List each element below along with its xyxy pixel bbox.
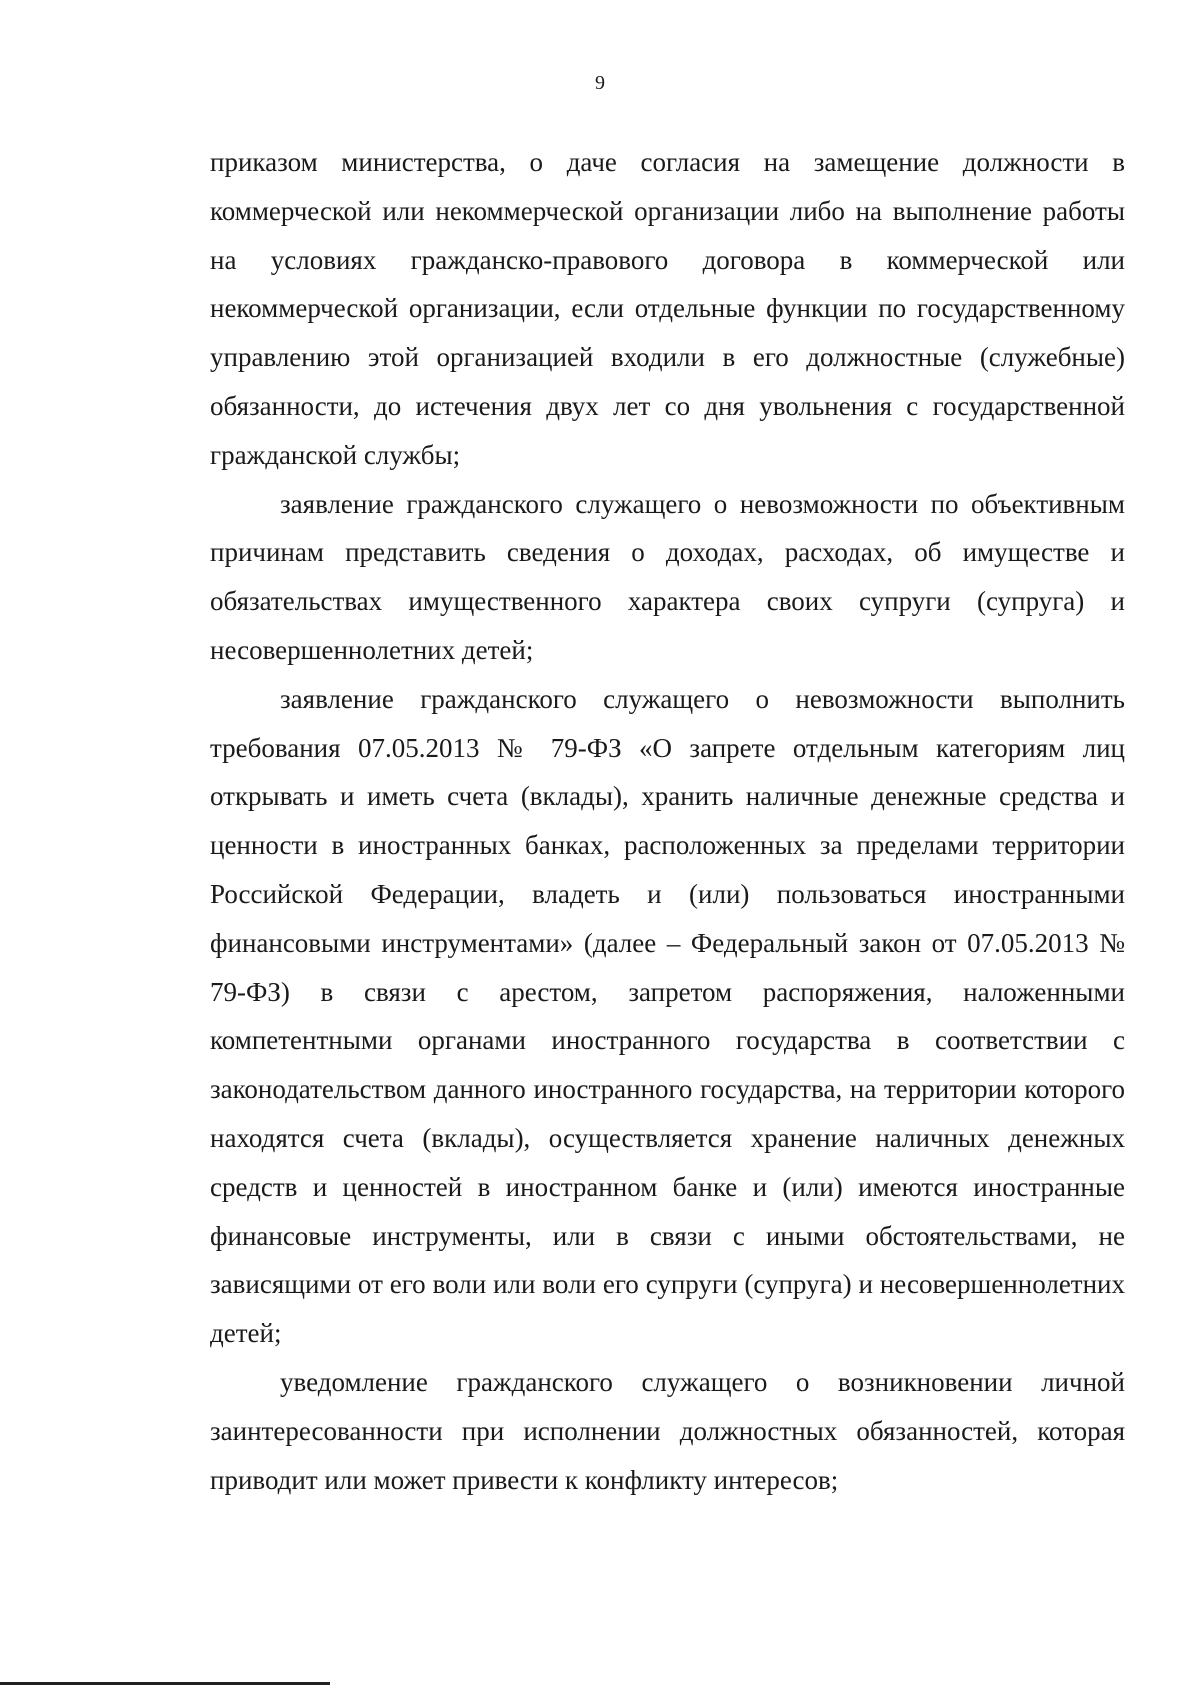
page-number: 9 (595, 72, 605, 94)
paragraph-income-statement: заявление гражданского служащего о невозможности по объективным причинам представить сведения о доходах, расходах, об имуществе и обязательствах имущественного характера своих супруги (супруга) и несовершеннолетних детей; (210, 488, 1125, 665)
document-body (210, 138, 1125, 1504)
paragraph-continuation: приказом министерства, о даче согласия на замещение должности в коммерческой или некоммерческой организации либо на выполнение работы на условиях гражданско-правового договора в коммерческой или некоммерческой организации, если отдельные функции по государственному управлению этой организацией входили в его должностные (служебные) обязанности, до истечения двух лет со дня увольнения с государственной гражданской службы; (210, 147, 1125, 470)
paragraph-conflict-of-interest: уведомление гражданского служащего о возникновении личной заинтересованности при исполнении должностных обязанностей, которая приводит или может привести к конфликту интересов; (210, 1366, 1125, 1495)
paragraph-foreign-accounts: заявление гражданского служащего о невозможности выполнить требования 07.05.2013 № 79-ФЗ «О запрете отдельным категориям лиц открывать и иметь счета (вклады), хранить наличные денежные средства и ценности в иностранных банках, расположенных за пределами территории Российской Федерации, владеть и (или) пользоваться иностранными финансовыми инструментами» (далее – Федеральный закон от 07.05.2013 № 79-ФЗ) в связи с арестом, запретом распоряжения, наложенными компетентными органами иностранного государства в соответствии с законодательством данного иностранного государства, на территории которого находятся счета (вклады), осуществляется хранение наличных денежных средств и ценностей в иностранном банке и (или) имеются иностранные финансовые инструменты, или в связи с иными обстоятельствами, не зависящими от его воли или воли его супруги (супруга) и несовершеннолетних детей; (210, 683, 1125, 1349)
footer-rule (0, 1682, 330, 1685)
